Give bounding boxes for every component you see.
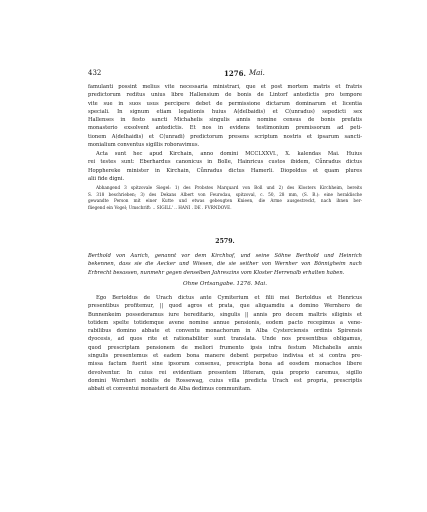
text-line: vite sue in suos usus percipere debet de permissione dictarum dominarum et licentia xyxy=(88,100,362,107)
note-line: S. 318 beschrieben; 3) des Dekans Albert von Feurodau, spitzoval, c. 50, 28 mm, (S. B.): eine heraldische xyxy=(88,191,362,197)
header-month: Mai. xyxy=(249,69,265,77)
text-line: Acta sunt hec apud Kirchain, anno domini MCCLXXVI., X. kalendas Mai. Huius xyxy=(96,151,362,157)
paragraph-3 xyxy=(88,294,362,394)
paragraph-1 xyxy=(88,83,362,149)
note-line: Abhangend 3 spitzovale Siegel: 1) des Probstes Marquard von Boll und 2) des Klosters Kirchheim, bereits xyxy=(96,185,362,190)
footnote-paragraph xyxy=(88,185,362,212)
document-number: 2579. xyxy=(215,238,235,245)
text-line: Hopphereke minister in Kirchain, Cůnradus dictus Hamerli. Diopoldus et quam plures xyxy=(88,167,362,174)
text-line: singulis presentemus et eadem bona manere debent perpetuo indivisa et si contra pre- xyxy=(88,353,362,360)
page-number: 432 xyxy=(88,69,102,77)
text-line: presentibus profitemur, || quod agros et prata, que aliquamdiu a domino Wernhero de xyxy=(88,303,362,310)
text-line: Ego Bertoldus de Urach dictus ante Cymiterium et filii mei Bertoldus et Henricus xyxy=(96,295,362,301)
seal-note xyxy=(88,185,362,212)
running-header xyxy=(88,69,359,79)
text-line: tionem A(delhaidis) et C(unradi) predictorum presens scriptum nostris et ipsarum sancti- xyxy=(88,133,362,140)
text-line: Bunnenkeim possederamus iure hereditario, singulis || annis pro decem maltris siliginis et xyxy=(88,311,362,318)
text-line: abbati et conventui monasterii de Alba dedimus communitam. xyxy=(88,386,252,393)
text-line: Hallenses in festo sancti Michahelis singulis annis nomine census de bonis prefatis xyxy=(88,117,362,124)
text-line: devolventur. In cuius rei evidentiam presentem litteram, quia proprio caremus, sigillo xyxy=(88,369,362,376)
note-line: gewandte Person mit einer Kutte und etwas gebeugten Knieen, die Arme ausgestreckt, nach ihnen ber- xyxy=(88,198,362,204)
text-line: monasterio exsolvent antedictis. Et nos in evidens testimonium premissorum ad peti- xyxy=(88,125,362,132)
text-line: rabilibus domino abbate et conventu monachorum in Alba Cysterciensis ordinis Spirensis xyxy=(88,328,362,335)
charter-text xyxy=(88,294,362,394)
paragraph-2 xyxy=(88,150,362,183)
dateline: Ohne Ortsangabe. 1276. Mai. xyxy=(183,281,267,287)
text-line: missa factum fuerit sine ipsorum consensu, prescripta bona ad eosdem monachos libere xyxy=(88,361,362,368)
text-line: rei testes sunt: Eberhardus canonicus in Bolle, Hainricus custos ibidem, Cůnradus dictus xyxy=(88,159,362,166)
note-line: fliegend ein Vogel; Umschrift: .. SIGILL' .. HANI . DE . FVRNDOVE. xyxy=(88,205,232,211)
text-line: speciali. In signum etiam legationis huius A(delbaidis) et C(unradus) sepedicti sex xyxy=(88,108,362,115)
text-line: predictorum reditus unius libre Hallensium de bonis de Lintorf antedictis pro tempore xyxy=(88,92,362,99)
summary-line: Berthold von Aurich, genannt vor dem Kirchhof, und seine Söhne Berthold und Heinrich xyxy=(88,253,362,259)
text-line: famulanti possint melius vite necessaria ministrari, que et post mortem matris et fratris xyxy=(88,84,362,90)
summary-line: Erbrecht besassen, nunmehr gegen denselben Jahreszins vom Kloster Herrenalb erhalten haben. xyxy=(88,269,345,276)
text-line: alii fide digni. xyxy=(88,175,125,182)
text-line: totidem spelte totidemque avene nomine annue pensionis, eodem pacto recepimus a vene- xyxy=(88,319,362,326)
acta-paragraph xyxy=(88,150,362,183)
header-year: 1276. xyxy=(224,69,246,78)
summary-line: bekennen, dass sie die Aecker und Wiesen, die sie seither von Wernher von Bönnigheim nach xyxy=(88,261,362,268)
summary-paragraph xyxy=(88,252,362,277)
text-line: quod prescriptam pensionem de meliori frumento ipsis infra festum Michahelis annis xyxy=(88,344,362,351)
charter-text-continued xyxy=(88,83,362,149)
text-line: monialium conventus sigillis roboravimus. xyxy=(88,142,200,149)
regest-summary xyxy=(88,252,362,277)
text-line: domini Wernheri nobilis de Rossewag, cuius villa predicta Urach est propria, prescriptis xyxy=(88,377,362,384)
text-line: dyocesis, ad quos rite et rationabiliter sunt translata. Unde nos presentibus obligamus, xyxy=(88,336,362,343)
